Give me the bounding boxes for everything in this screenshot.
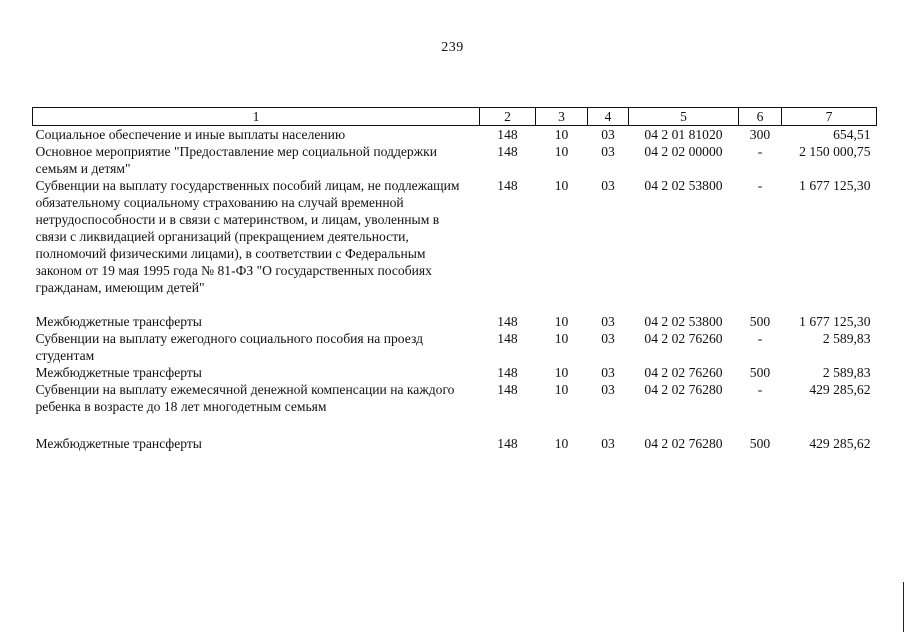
row-col-6: - bbox=[757, 331, 763, 346]
row-col-2: 148 bbox=[497, 144, 518, 159]
page-number: 239 bbox=[441, 40, 464, 55]
row-col-5: 04 2 02 00000 bbox=[644, 144, 723, 159]
row-col-2: 148 bbox=[497, 314, 518, 329]
table-row bbox=[33, 330, 877, 364]
row-col-4: 03 bbox=[601, 314, 615, 329]
row-col-2: 148 bbox=[497, 365, 518, 380]
row-col-3: 10 bbox=[554, 382, 569, 397]
row-col-3: 10 bbox=[554, 178, 569, 193]
row-amount: 429 285,62 bbox=[809, 382, 871, 397]
row-col-5: 04 2 02 76260 bbox=[644, 331, 723, 346]
header-col-3: 3 bbox=[536, 108, 588, 126]
row-col-6: 500 bbox=[749, 314, 771, 329]
row-col-5: 04 2 02 76280 bbox=[644, 382, 723, 397]
row-col-4: 03 bbox=[601, 331, 615, 346]
row-description: Основное мероприятие "Предоставление мер социальной поддержки семьям и детям" bbox=[35, 144, 437, 176]
row-col-6: - bbox=[757, 178, 763, 193]
row-col-6: 500 bbox=[749, 436, 771, 451]
row-col-4: 03 bbox=[601, 127, 615, 142]
header-col-2: 2 bbox=[480, 108, 536, 126]
row-col-6: - bbox=[757, 144, 763, 159]
row-amount: 2 589,83 bbox=[822, 331, 871, 346]
header-col-5: 5 bbox=[629, 108, 739, 126]
table-row bbox=[33, 364, 877, 381]
row-amount: 654,51 bbox=[833, 127, 871, 142]
row-amount: 429 285,62 bbox=[809, 436, 871, 451]
row-col-6: 500 bbox=[749, 365, 771, 380]
row-col-3: 10 bbox=[554, 127, 569, 142]
row-amount: 1 677 125,30 bbox=[799, 178, 871, 193]
row-col-2: 148 bbox=[497, 382, 518, 397]
row-col-3: 10 bbox=[554, 314, 569, 329]
row-col-6: - bbox=[757, 382, 763, 397]
row-description: Межбюджетные трансферты bbox=[35, 436, 202, 451]
row-col-4: 03 bbox=[601, 436, 615, 451]
row-col-4: 03 bbox=[601, 382, 615, 397]
table-row bbox=[33, 177, 877, 313]
row-description: Субвенции на выплату государственных пособий лицам, не подлежащим обязательному социальному страхованию на случай временной нетрудоспособности и в связи с материнством, и лицам, уволенным в связи с ликвидацией организаций (прекращением деятельности, полномочий физическими лицами), в соответствии с Федеральным законом от 19 мая 1995 года № 81-ФЗ "О государственных пособиях гражданам, имеющим детей" bbox=[35, 178, 460, 295]
row-col-2: 148 bbox=[497, 178, 518, 193]
row-description: Межбюджетные трансферты bbox=[35, 314, 202, 329]
row-description: Межбюджетные трансферты bbox=[35, 365, 202, 380]
budget-table bbox=[32, 107, 877, 452]
row-col-5: 04 2 01 81020 bbox=[644, 127, 723, 142]
row-col-6: 300 bbox=[749, 127, 771, 142]
row-col-4: 03 bbox=[601, 178, 615, 193]
row-col-5: 04 2 02 76280 bbox=[644, 436, 723, 451]
table-header bbox=[33, 108, 877, 126]
row-col-2: 148 bbox=[497, 127, 518, 142]
row-col-3: 10 bbox=[554, 144, 569, 159]
header-col-6: 6 bbox=[739, 108, 782, 126]
table-row bbox=[33, 126, 877, 144]
row-description: Социальное обеспечение и иные выплаты населению bbox=[35, 127, 346, 142]
table-row bbox=[33, 313, 877, 330]
row-col-4: 03 bbox=[601, 365, 615, 380]
row-description: Субвенции на выплату ежемесячной денежной компенсации на каждого ребенка в возрасте до 18 лет многодетным семьям bbox=[35, 382, 455, 414]
row-col-3: 10 bbox=[554, 365, 569, 380]
header-col-7: 7 bbox=[782, 108, 877, 126]
row-description: Субвенции на выплату ежегодного социального пособия на проезд студентам bbox=[35, 331, 424, 363]
scan-margin-line bbox=[903, 582, 904, 632]
table-row bbox=[33, 381, 877, 435]
header-col-4: 4 bbox=[588, 108, 629, 126]
row-col-5: 04 2 02 76260 bbox=[644, 365, 723, 380]
row-col-2: 148 bbox=[497, 436, 518, 451]
row-col-5: 04 2 02 53800 bbox=[644, 314, 723, 329]
row-amount: 2 150 000,75 bbox=[799, 144, 871, 159]
row-col-5: 04 2 02 53800 bbox=[644, 178, 723, 193]
row-amount: 1 677 125,30 bbox=[799, 314, 871, 329]
row-col-4: 03 bbox=[601, 144, 615, 159]
row-col-2: 148 bbox=[497, 331, 518, 346]
row-amount: 2 589,83 bbox=[822, 365, 871, 380]
row-col-3: 10 bbox=[554, 436, 569, 451]
table-row bbox=[33, 143, 877, 177]
table-row bbox=[33, 435, 877, 452]
header-col-1: 1 bbox=[33, 108, 480, 126]
row-col-3: 10 bbox=[554, 331, 569, 346]
